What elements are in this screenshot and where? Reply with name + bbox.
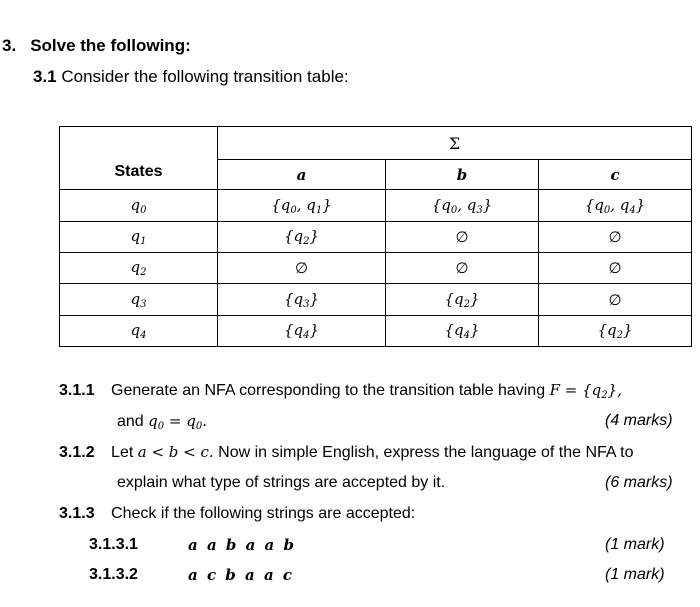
item-text: Generate an NFA corresponding to the transition table having xyxy=(111,382,546,399)
transition-cell: ∅ xyxy=(539,222,692,253)
table-row xyxy=(60,316,692,347)
table-header-row-sigma xyxy=(60,127,692,160)
table-row xyxy=(60,222,692,253)
table-row xyxy=(60,284,692,316)
transition-cell: {$q_0$, $q_4$} xyxy=(539,190,692,222)
string-number: 3.1.3.1 xyxy=(89,536,138,553)
item-3-1-2-line-1 xyxy=(59,443,633,462)
question-heading xyxy=(2,36,191,56)
subquestion-number: 3.1 xyxy=(33,67,57,86)
question-title: Solve the following: xyxy=(30,36,191,55)
transition-cell: $\{q_3\}$ xyxy=(218,284,386,316)
table-row xyxy=(60,253,692,284)
subquestion-heading xyxy=(33,67,349,87)
item-3-1-1-line-2 xyxy=(117,412,207,432)
state-cell: $q_3$ xyxy=(60,284,218,316)
table-row xyxy=(60,190,692,222)
item-math: $F = \{q_2\}$, xyxy=(549,381,622,401)
transition-cell: ∅ xyxy=(218,253,386,284)
transition-cell: ∅ xyxy=(539,284,692,316)
state-cell: $q_0$ xyxy=(60,190,218,222)
item-number: 3.1.1 xyxy=(59,382,95,399)
item-number: 3.1.2 xyxy=(59,444,95,461)
marks-label: (1 mark) xyxy=(605,536,665,553)
states-header: States xyxy=(60,127,218,190)
transition-cell: $\{q_4\}$ xyxy=(386,316,539,347)
item-3-1-1-line-1 xyxy=(59,381,622,401)
state-cell: $q_4$ xyxy=(60,316,218,347)
transition-cell: ∅ xyxy=(539,253,692,284)
item-text: explain what type of strings are accepted by it. xyxy=(117,474,446,491)
state-cell: $q_1$ xyxy=(60,222,218,253)
sigma-header: Σ xyxy=(218,127,692,160)
marks-label: (1 mark) xyxy=(605,566,665,583)
symbol-header-b: b xyxy=(386,160,539,190)
question-number: 3. xyxy=(2,36,17,55)
item-3-1-2-line-2 xyxy=(117,474,445,492)
transition-cell: $\{q_2\}$ xyxy=(218,222,386,253)
transition-cell: ∅ xyxy=(386,222,539,253)
item-math: a < b < c. xyxy=(137,443,214,461)
string-value: a a b a a b xyxy=(188,536,296,554)
transition-cell: $\{q_2\}$ xyxy=(386,284,539,316)
transition-table xyxy=(59,126,692,347)
transition-cell: {$q_0$, $q_1$} xyxy=(218,190,386,222)
item-number: 3.1.3 xyxy=(59,505,95,522)
transition-cell: $\{q_2\}$ xyxy=(539,316,692,347)
item-3-1-3 xyxy=(59,505,415,523)
marks-label: (6 marks) xyxy=(605,474,673,491)
symbol-header-c: c xyxy=(539,160,692,190)
item-text: and xyxy=(117,413,144,430)
subquestion-text: Consider the following transition table: xyxy=(61,67,349,86)
marks-label: (4 marks) xyxy=(605,412,673,429)
transition-cell: {$q_0$, $q_3$} xyxy=(386,190,539,222)
item-text: Now in simple English, express the language of the NFA to xyxy=(218,444,634,461)
transition-cell: $\{q_4\}$ xyxy=(218,316,386,347)
string-number: 3.1.3.2 xyxy=(89,566,138,583)
state-cell: $q_2$ xyxy=(60,253,218,284)
item-math: $q_0 = q_0$. xyxy=(148,412,208,432)
item-text: Check if the following strings are accepted: xyxy=(111,505,416,522)
symbol-header-a: a xyxy=(218,160,386,190)
string-value: a c b a a c xyxy=(188,566,295,584)
item-text: Let xyxy=(111,444,134,461)
transition-cell: ∅ xyxy=(386,253,539,284)
